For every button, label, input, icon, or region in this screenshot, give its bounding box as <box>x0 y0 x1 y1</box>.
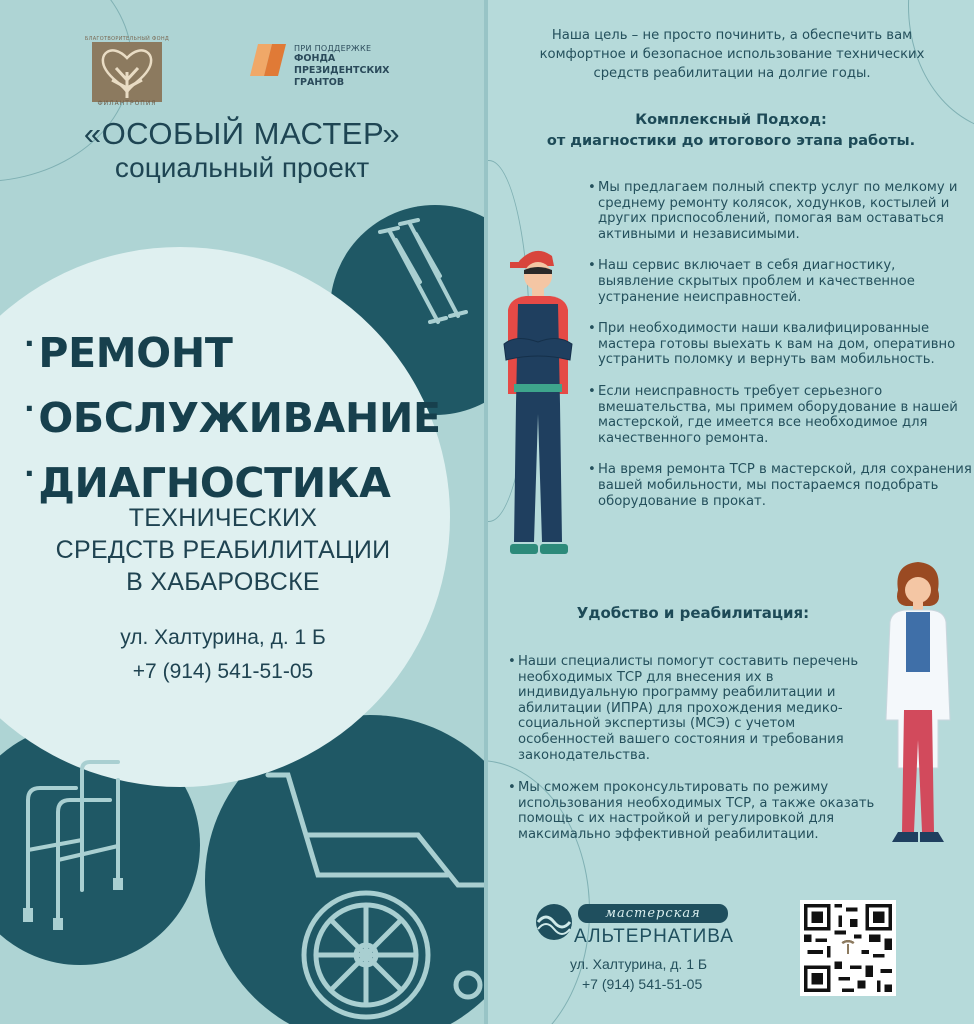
tree-logo-icon <box>92 36 162 110</box>
list-item: • Мы предлагаем полный спектр услуг по мелкому и среднему ремонту колясок, ходунков, костылей и других приспособлений, помогая вам оставаться активными и независимыми. <box>588 180 972 242</box>
workshop-name: АЛЬТЕРНАТИВА <box>574 926 734 947</box>
complex-heading-2: от диагностики до итогового этапа работы. <box>546 133 916 149</box>
list-item: • Наши специалисты помогут составить перечень необходимых ТСР для внесения их в индивидуальную программу реабилитации и абилитации (ИПРА) для прохождения медико-социальной экспертизы (МСЭ) с учетом особенностей вашего состояния и требования законодательства. <box>508 654 878 763</box>
grant-line-1: ПРИ ПОДДЕРЖКЕ <box>294 44 372 53</box>
workshop-label: мастерская <box>578 904 728 923</box>
wave-logo-icon <box>532 902 578 942</box>
qr-code[interactable] <box>800 900 896 996</box>
address-right: ул. Халтурина, д. 1 Б <box>570 956 708 972</box>
address-left: ул. Халтурина, д. 1 Б <box>120 626 326 649</box>
right-panel <box>488 0 974 1024</box>
grant-line-3: ПРЕЗИДЕНТСКИХ <box>294 65 390 76</box>
convenience-heading: Удобство и реабилитация: <box>576 604 810 622</box>
phone-left: +7 (914) 541-51-05 <box>132 660 314 683</box>
services-list <box>24 316 441 511</box>
complex-list <box>588 180 972 525</box>
left-panel <box>0 0 484 1024</box>
grant-fund-logo-icon <box>248 42 288 78</box>
mechanic-illustration <box>496 244 588 556</box>
intro-text: Наша цель – не просто починить, а обеспечить вам комфортное и безопасное использование технических средств реабилитации на долгие годы. <box>539 28 925 81</box>
doctor-illustration <box>878 560 958 846</box>
complex-heading-1: Комплексный Подход: <box>635 112 827 128</box>
fund-name: ФИЛАНТРОПИЯ <box>97 100 157 107</box>
list-item: • Мы сможем проконсультировать по режиму использования необходимых ТСР, а также оказать помощь с их настройкой и регулировкой для максимально эффективной реабилитации. <box>508 780 878 842</box>
service-diagnostics: ·ДИАГНОСТИКА <box>24 457 391 507</box>
grant-fund-text <box>294 44 390 89</box>
tsr-line-2: СРЕДСТВ РЕАБИЛИТАЦИИ <box>55 536 391 564</box>
convenience-list <box>508 654 878 860</box>
project-title: «ОСОБЫЙ МАСТЕР» <box>83 116 401 151</box>
fund-caption: БЛАГОТВОРИТЕЛЬНЫЙ ФОНД <box>84 36 170 42</box>
wheelchair-icon <box>248 755 484 1024</box>
grant-line-4: ГРАНТОВ <box>294 77 345 88</box>
service-maintenance: ·ОБСЛУЖИВАНИЕ <box>24 392 441 442</box>
tsr-text <box>0 502 446 598</box>
tsr-line-3: В ХАБАРОВСКЕ <box>126 568 320 596</box>
complex-heading <box>488 110 974 152</box>
tsr-line-1: ТЕХНИЧЕСКИХ <box>128 504 318 532</box>
list-item: • На время ремонта ТСР в мастерской, для сохранения вашей мобильности, мы постараемся подобрать оборудование в прокат. <box>588 462 972 509</box>
project-subtitle: социальный проект <box>114 152 370 183</box>
phone-right: +7 (914) 541-51-05 <box>582 976 703 992</box>
list-item: • Наш сервис включает в себя диагностику, выявление скрытых проблем и качественное устранение неисправностей. <box>588 258 972 305</box>
grant-line-2: ФОНДА <box>294 53 336 64</box>
walker-icon <box>18 760 138 930</box>
service-repair: ·РЕМОНТ <box>24 327 233 377</box>
list-item: • Если неисправность требует серьезного вмешательства, мы примем оборудование в нашей мастерской, где имеется все необходимое для качественного ремонта. <box>588 384 972 446</box>
list-item: • При необходимости наши квалифицированные мастера готовы выехать к вам на дом, оперативно устранить поломку и вернуть вам мобильность. <box>588 321 972 368</box>
